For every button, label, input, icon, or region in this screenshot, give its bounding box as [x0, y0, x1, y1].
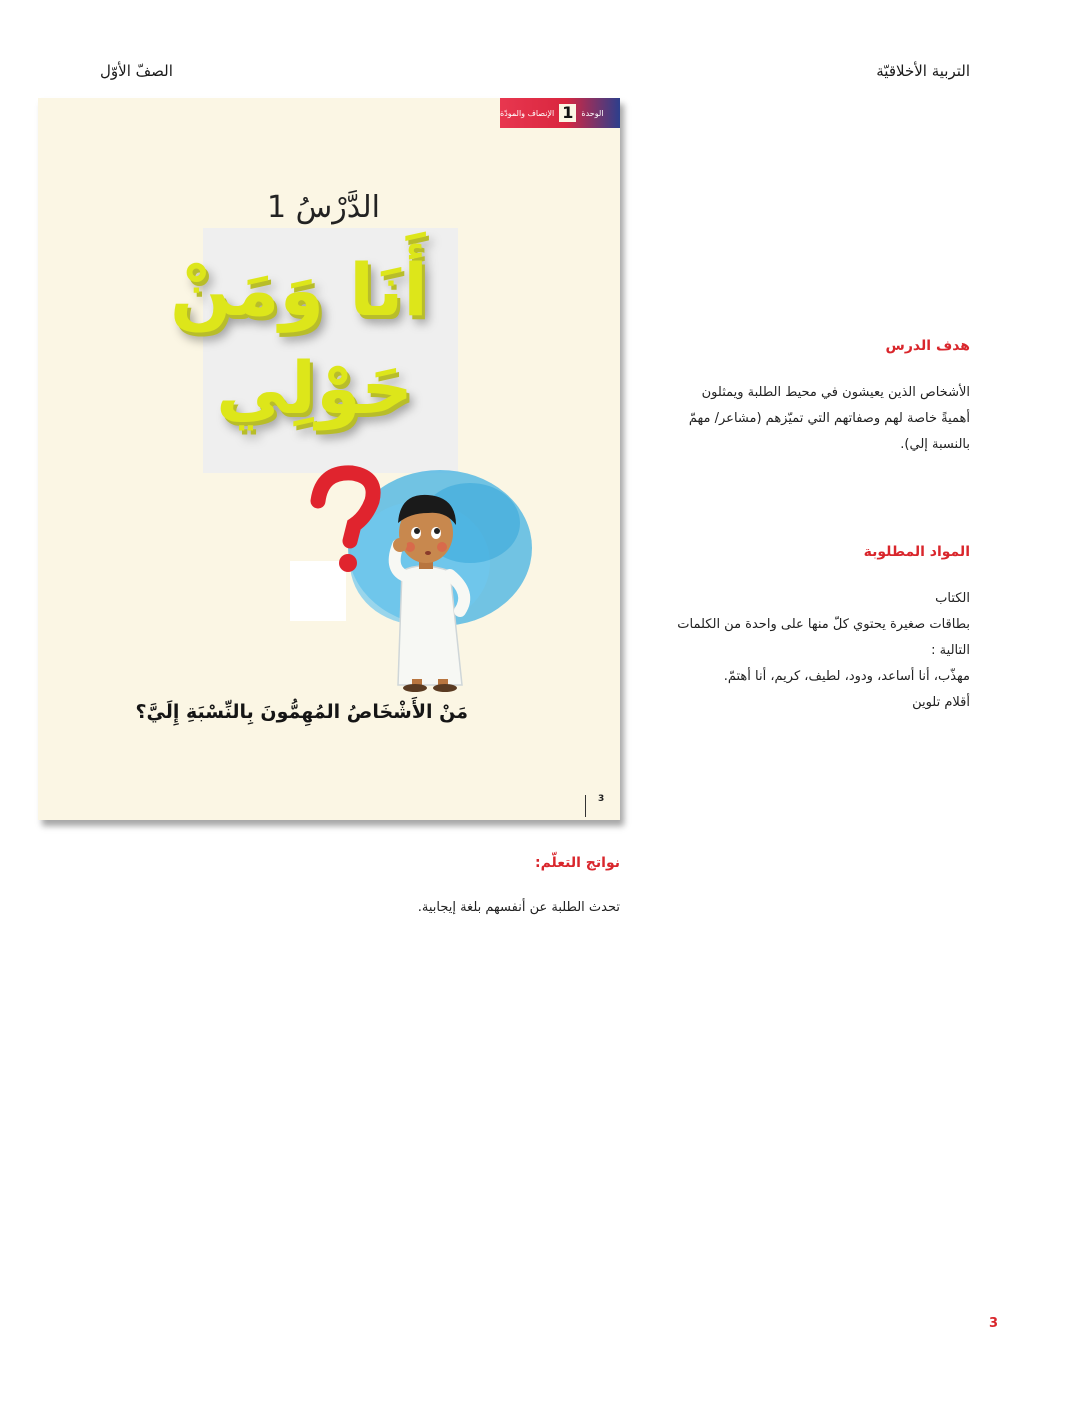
page-number-divider: [585, 795, 586, 817]
learning-outcomes-text: تحدث الطلبة عن أنفسهم بلغة إيجابية.: [417, 900, 620, 915]
lesson-title-line-1: أَنَا وَمَنْ: [170, 248, 428, 332]
lesson-title-line-2: حَوْلِي: [216, 346, 413, 430]
book-page-thumbnail: [38, 98, 620, 820]
lesson-question: مَنْ الأَشْخَاصُ المُهِمُّونَ بِالنِّسْبَةِ إِلَيَّ؟: [135, 701, 468, 723]
unit-label: الوحدة: [581, 108, 604, 118]
materials-item: بطاقات صغيرة يحتوي كلّ منها على واحدة من الكلمات التالية :: [677, 617, 970, 658]
unit-name: الإنصاف والمودّة: [500, 108, 555, 118]
materials-title: المواد المطلوبة: [863, 544, 970, 560]
lesson-goal-text: الأشخاص الذين يعيشون في محيط الطلبة ويمثلون أهميةً خاصة لهم وصفاتهم التي تميّزهم (مشاعر/ مهمّ بالنسبة إلي).: [688, 385, 970, 452]
materials-list: [670, 586, 970, 716]
subject-title: التربية الأخلاقيّة: [876, 62, 970, 80]
book-page-number: 3: [598, 794, 605, 804]
unit-number: 1: [559, 104, 576, 122]
page-number: 3: [988, 1316, 998, 1331]
lesson-title-box: [170, 228, 458, 473]
grade-title: الصفّ الأوّل: [100, 62, 173, 80]
materials-item: أقلام تلوين: [912, 695, 970, 710]
unit-badge: [500, 98, 620, 128]
learning-outcomes-title: نواتج التعلّم:: [534, 855, 620, 871]
materials-item: مهذّب، أنا أساعد، ودود، لطيف، كريم، أنا أهتمّ.: [723, 669, 970, 684]
thinking-boy-illustration: [300, 453, 540, 693]
lesson-goal-title: هدف الدرس: [885, 338, 970, 354]
lesson-label: الدَّرْسُ 1: [267, 190, 380, 225]
materials-item: الكتاب: [935, 591, 970, 606]
